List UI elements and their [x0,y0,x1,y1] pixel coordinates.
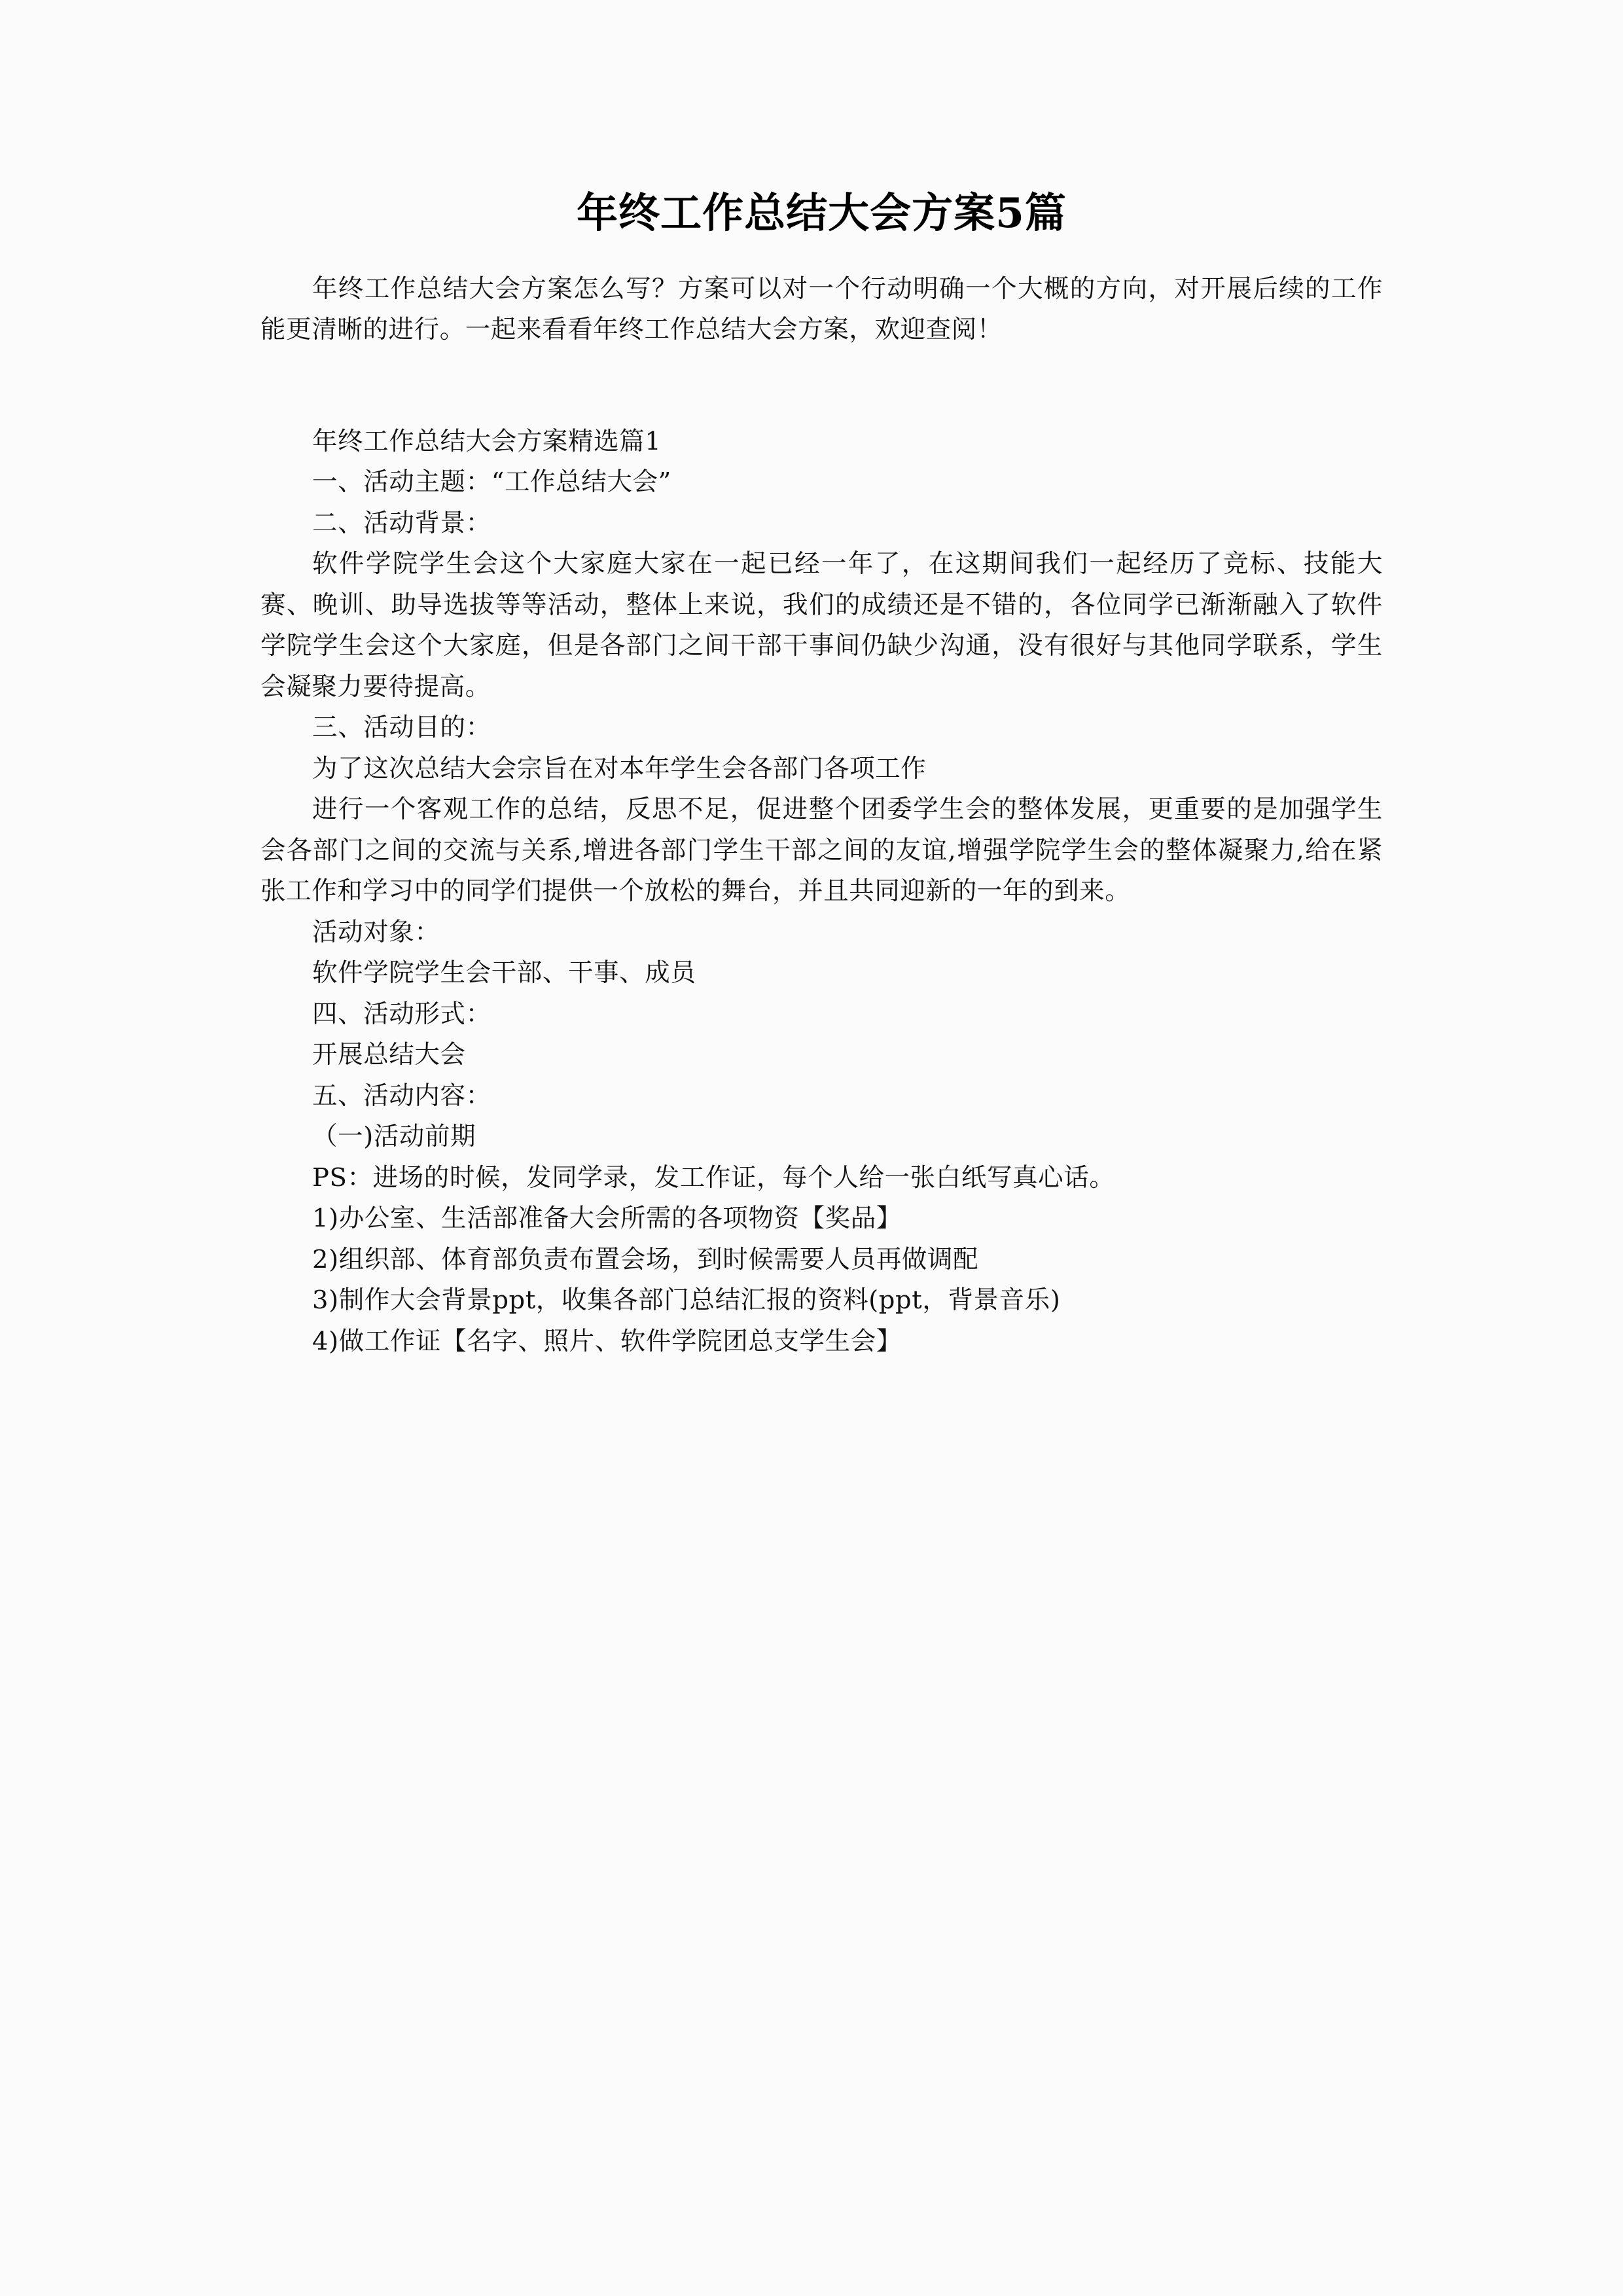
activity-form-value: 开展总结大会 [312,1040,466,1070]
list-item-4: 4)做工作证【名字、照片、软件学院团总支学生会】 [312,1326,902,1356]
spacer-before-section [260,351,1383,422]
document-body [260,0,1383,1362]
activity-purpose-heading: 三、活动目的： [312,713,491,743]
activity-background-heading: 二、活动背景： [312,508,491,538]
activity-audience-value: 软件学院学生会干部、干事、成员 [312,958,696,988]
page-title: 年终工作总结大会方案5篇 [577,188,1067,237]
list-item-3: 3)制作大会背景ppt，收集各部门总结汇报的资料(ppt，背景音乐) [312,1285,1061,1316]
activity-purpose-intro: 为了这次总结大会宗旨在对本年学生会各部门各项工作 [312,753,927,783]
activity-audience-heading: 活动对象： [312,917,440,947]
activity-purpose-paragraph: 进行一个客观工作的总结，反思不足，促进整个团委学生会的整体发展，更重要的是加强学生会各部门之间的交流与关系,增进各部门学生干部之间的友谊,增强学院学生会的整体凝聚力,给在紧张工作和学习中的同学们提供一个放松的舞台，并且共同迎新的一年的到来。 [260,795,1383,906]
spacer-after-title [260,239,1383,269]
section-heading: 年终工作总结大会方案精选篇1 [312,426,662,456]
section-content [260,422,1383,1363]
activity-form-heading: 四、活动形式： [312,999,491,1029]
activity-background-paragraph: 软件学院学生会这个大家庭大家在一起已经一年了，在这期间我们一起经历了竞标、技能大赛、晚训、助导选拔等等活动，整体上来说，我们的成绩还是不错的，各位同学已渐渐融入了软件学院学生会这个大家庭，但是各部门之间干部干事间仍缺少沟通，没有很好与其他同学联系，学生会凝聚力要待提高。 [260,549,1383,702]
activity-theme-line: 一、活动主题：“工作总结大会” [312,467,671,497]
ps-note: PS：进场的时候，发同学录，发工作证，每个人给一张白纸写真心话。 [312,1162,1115,1193]
intro-paragraph: 年终工作总结大会方案怎么写？方案可以对一个行动明确一个大概的方向，对开展后续的工作能更清晰的进行。一起来看看年终工作总结大会方案，欢迎查阅！ [260,274,1383,345]
list-item-2: 2)组织部、体育部负责布置会场，到时候需要人员再做调配 [312,1244,979,1274]
activity-phase-one-heading: （一)活动前期 [312,1122,476,1152]
activity-content-heading: 五、活动内容： [312,1081,491,1111]
list-item-1: 1)办公室、生活部准备大会所需的各项物资【奖品】 [312,1204,902,1234]
